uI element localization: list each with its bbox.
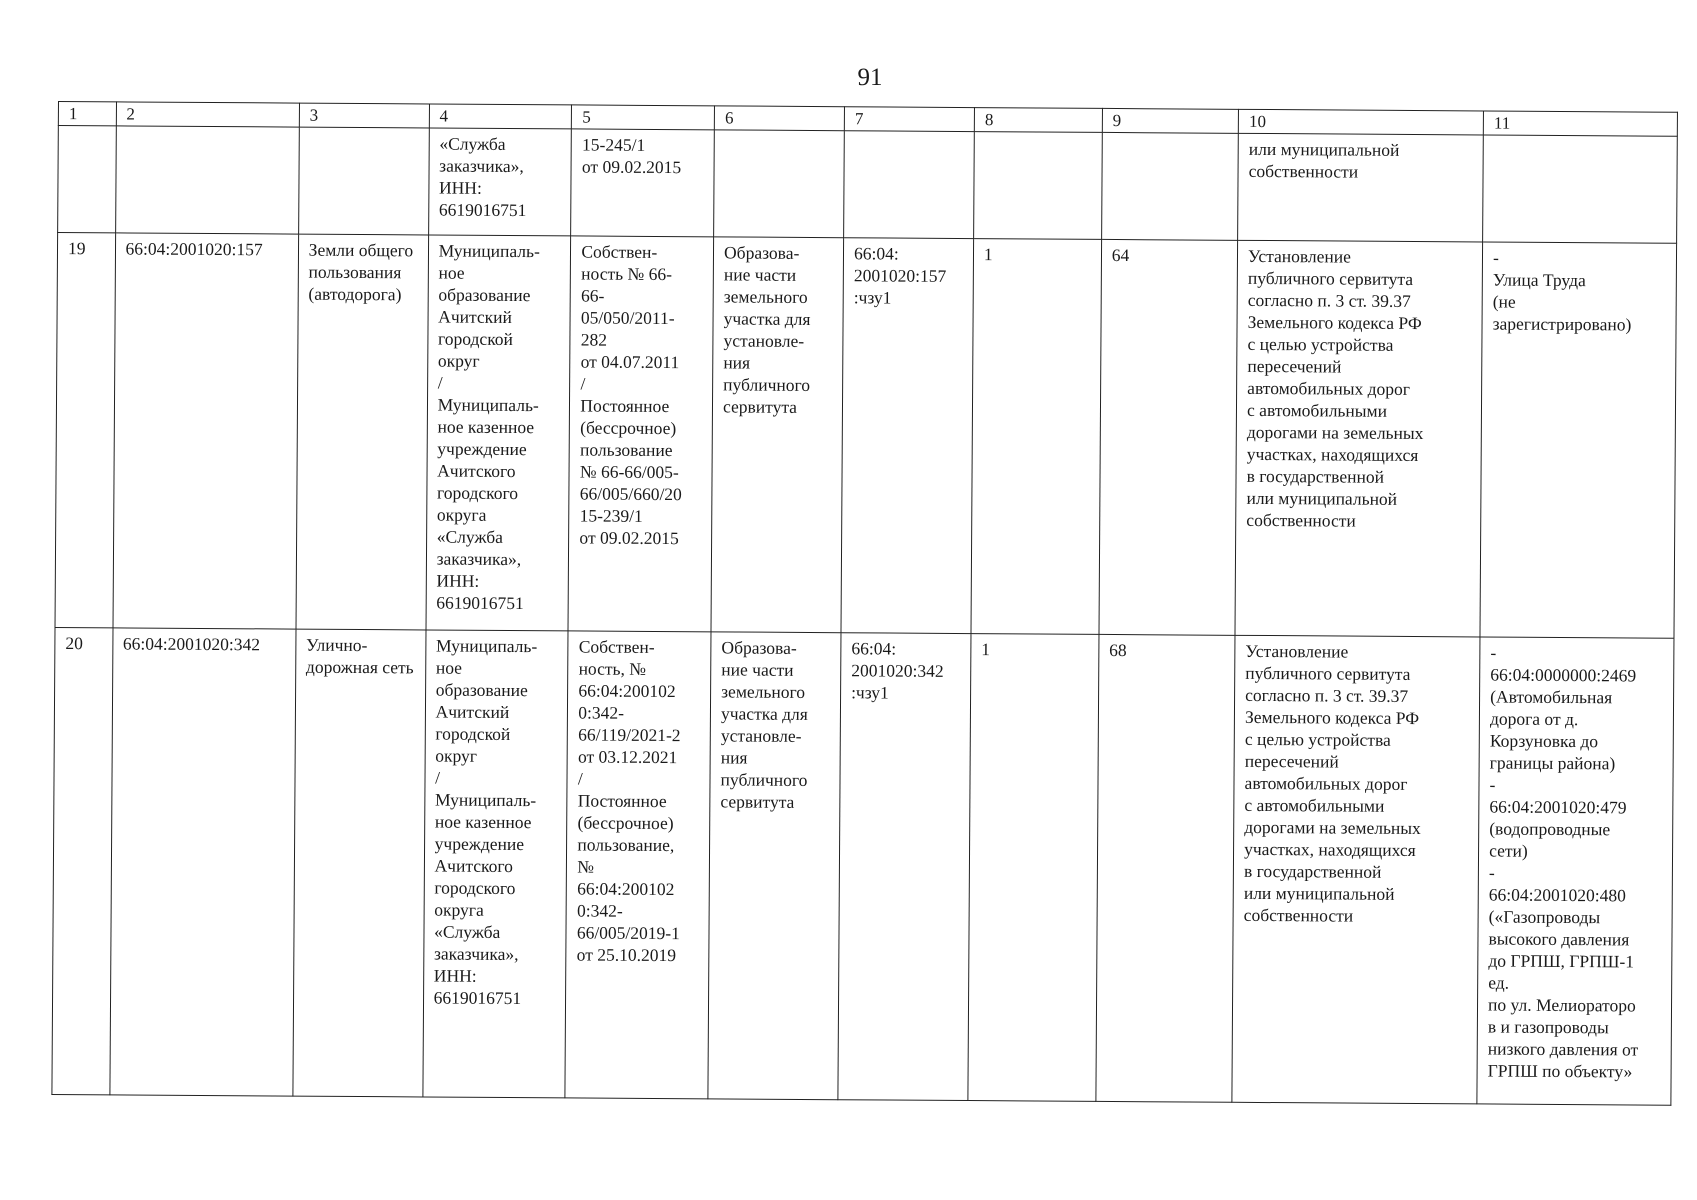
column-number: 6 bbox=[714, 106, 844, 131]
objects-cell: - Улица Труда (не зарегистрировано) bbox=[1480, 242, 1677, 638]
owner-cell: «Служба заказчика», ИНН: 6619016751 bbox=[428, 128, 571, 236]
col8-cell bbox=[974, 132, 1103, 240]
col8-cell: 1 bbox=[971, 239, 1101, 635]
column-number: 9 bbox=[1102, 108, 1238, 133]
column-number: 5 bbox=[572, 105, 715, 130]
page-number: 91 bbox=[857, 64, 883, 91]
reason-cell: или муниципальной собственности bbox=[1238, 133, 1484, 242]
column-number: 2 bbox=[116, 102, 299, 127]
table-row bbox=[52, 627, 1674, 1105]
col8-cell: 1 bbox=[968, 634, 1099, 1102]
cadastral-number-cell bbox=[115, 126, 299, 234]
purpose-cell: Образова- ние части земельного участка для установле- ния публичного сервитута bbox=[711, 237, 844, 633]
objects-cell: - 66:04:0000000:2469 (Автомобильная дорога от д. Корзуновка до границы района) - 66:04:2001020:479 (водопроводные сети) - 66:04:2001020:480 («Газопроводы высокого давления до ГРПШ, ГРПШ-1 ед. по ул. Мелиораторо в и газопроводы низкого давления от ГРПШ по объекту» bbox=[1477, 637, 1674, 1105]
column-number: 8 bbox=[974, 108, 1102, 133]
area-cell bbox=[1101, 132, 1238, 240]
part-id-cell: 66:04: 2001020:157 :чзу1 bbox=[841, 238, 974, 634]
area-cell: 68 bbox=[1096, 634, 1235, 1102]
continuation-row bbox=[58, 126, 1678, 244]
category-cell bbox=[298, 127, 429, 235]
land-plots-table bbox=[51, 101, 1678, 1106]
row-number-cell bbox=[58, 126, 116, 233]
column-number: 11 bbox=[1483, 111, 1677, 136]
column-number: 3 bbox=[299, 103, 429, 128]
rights-cell: Собствен- ность № 66- 66- 05/050/2011- 282 от 04.07.2011 / Постоянное (бессрочное) пользование № 66-66/005- 66/005/660/20 15-239/1 от 09.02.2015 bbox=[568, 236, 713, 632]
row-number-cell: 20 bbox=[52, 627, 113, 1094]
purpose-cell bbox=[714, 130, 845, 238]
part-id-cell: 66:04: 2001020:342 :чзу1 bbox=[838, 633, 971, 1101]
rights-cell: 15-245/1 от 09.02.2015 bbox=[571, 129, 714, 237]
owner-cell: Муниципаль- ное образование Ачитский городской округ / Муниципаль- ное казенное учреждение Ачитского городского округа «Служба заказчика», ИНН: 6619016751 bbox=[426, 235, 571, 631]
rights-cell: Собствен- ность, № 66:04:200102 0:342- 66/119/2021-2 от 03.12.2021 / Постоянное (бессрочное) пользование, № 66:04:200102 0:342- 66/005/2019-1 от 25.10.2019 bbox=[565, 631, 711, 1099]
purpose-cell: Образова- ние части земельного участка для установле- ния публичного сервитута bbox=[708, 632, 841, 1100]
category-cell: Улично- дорожная сеть bbox=[293, 629, 426, 1097]
column-number: 10 bbox=[1238, 109, 1483, 135]
row-number-cell: 19 bbox=[55, 233, 115, 628]
column-number: 1 bbox=[58, 102, 116, 126]
column-number: 4 bbox=[429, 104, 572, 129]
cadastral-number-cell: 66:04:2001020:157 bbox=[113, 233, 299, 629]
column-number: 7 bbox=[844, 107, 974, 132]
table-row bbox=[55, 233, 1677, 639]
reason-cell: Установление публичного сервитута согласно п. 3 ст. 39.37 Земельного кодекса РФ с целью устройства пересечений автомобильных дорог с автомобильными дорогами на земельных участках, находящихся в государственной или муниципальной собственности bbox=[1232, 635, 1480, 1104]
owner-cell: Муниципаль- ное образование Ачитский городской округ / Муниципаль- ное казенное учреждение Ачитского городского округа «Служба заказчика», ИНН: 6619016751 bbox=[423, 630, 569, 1098]
area-cell: 64 bbox=[1099, 239, 1238, 635]
reason-cell: Установление публичного сервитута согласно п. 3 ст. 39.37 Земельного кодекса РФ с целью устройства пересечений автомобильных дорог с автомобильными дорогами на земельных участках, находящихся в государственной или муниципальной собственности bbox=[1235, 240, 1483, 637]
part-id-cell bbox=[844, 131, 975, 239]
objects-cell bbox=[1483, 135, 1678, 243]
category-cell: Земли общего пользования (автодорога) bbox=[296, 234, 429, 630]
cadastral-number-cell: 66:04:2001020:342 bbox=[109, 628, 295, 1096]
